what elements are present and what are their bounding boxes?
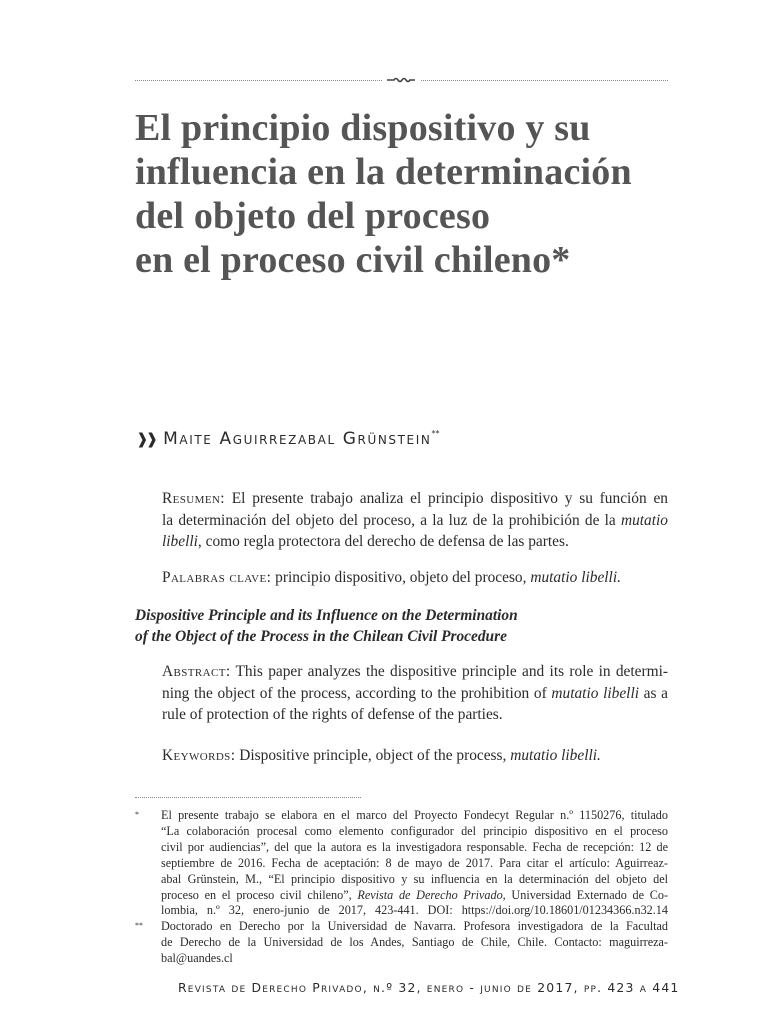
resumen-label: Resumen:	[162, 490, 225, 507]
ornament-icon	[382, 73, 420, 87]
palabras-clave-label: Palabras clave:	[162, 569, 272, 586]
title-line: El principio dispositivo y su	[135, 107, 591, 149]
keywords-label: Keywords:	[162, 747, 236, 764]
english-title: Dispositive Principle and its Influence on the Determination of the Object of the Process in the Chilean Civil Procedure	[135, 607, 518, 645]
author-line	[136, 429, 696, 449]
abstract-label: Abstract:	[162, 663, 231, 680]
resumen-paragraph: Resumen: El presente trabajo analiza el principio dispositivo y su función en la determinación del objeto del proceso, a la luz de la prohibición de la mutatio libelli, como regla protectora del derecho de defensa de las partes.	[162, 490, 668, 550]
footnote-mark: *	[135, 810, 139, 819]
abstract-paragraph: Abstract: This paper analyzes the dispositive principle and its role in determi- ning the object of the process, according to the prohibition of mutatio libelli as a rule of protection of the rights of defense of the parties.	[162, 663, 668, 723]
author-footnote-mark: **	[431, 429, 440, 438]
running-footer: Revista de Derecho Privado, n.º 32, enero - junio de 2017, pp. 423 a 441	[178, 980, 680, 995]
keywords-paragraph: Keywords: Dispositive principle, object of the process, mutatio libelli.	[162, 747, 601, 764]
footnote-mark: **	[135, 921, 143, 930]
footnote-separator	[135, 797, 361, 798]
author-marker-icon: ❱❱	[136, 430, 156, 448]
title-line: del objeto del proceso	[135, 195, 491, 237]
title-line: influencia en la determinación	[135, 151, 632, 193]
article-title	[135, 106, 695, 282]
palabras-clave-paragraph: Palabras clave: principio dispositivo, objeto del proceso, mutatio libelli.	[162, 569, 621, 586]
author-name: Maite Aguirrezabal Grünstein	[163, 429, 432, 449]
title-line: en el proceso civil chileno*	[135, 239, 571, 281]
